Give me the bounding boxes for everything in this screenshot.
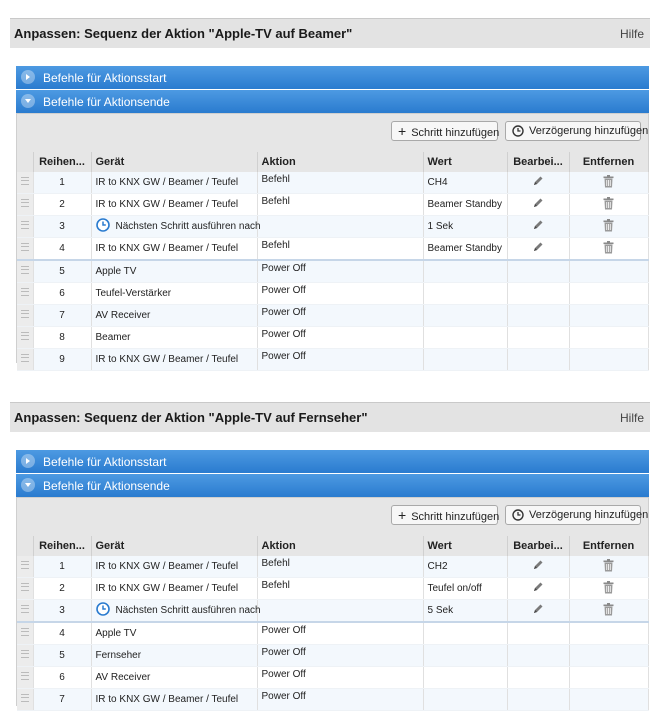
remove-cell bbox=[569, 260, 648, 283]
device-cell bbox=[91, 327, 257, 349]
drag-handle[interactable] bbox=[17, 305, 33, 327]
table-row[interactable] bbox=[17, 305, 648, 327]
section-action-start[interactable] bbox=[16, 450, 649, 473]
value-cell: Beamer Standby bbox=[423, 194, 507, 216]
edit-cell bbox=[507, 238, 569, 261]
edit-cell bbox=[507, 305, 569, 327]
device-cell bbox=[91, 556, 257, 578]
trash-icon[interactable] bbox=[603, 202, 614, 213]
pencil-icon[interactable] bbox=[532, 201, 544, 212]
edit-cell bbox=[507, 600, 569, 623]
device-label: IR to KNX GW / Beamer / Teufel bbox=[95, 561, 239, 572]
action-cell: Power Off bbox=[257, 667, 423, 689]
remove-cell bbox=[569, 283, 648, 305]
value-cell bbox=[423, 260, 507, 283]
device-label: IR to KNX GW / Beamer / Teufel bbox=[95, 243, 239, 254]
chevron-right-icon bbox=[21, 454, 35, 468]
action-cell: Befehl bbox=[257, 172, 423, 194]
drag-handle-icon bbox=[21, 561, 29, 569]
value-cell bbox=[423, 327, 507, 349]
pencil-icon[interactable] bbox=[532, 585, 544, 596]
drag-handle-icon bbox=[21, 332, 29, 340]
device-cell bbox=[91, 349, 257, 371]
value-cell: Beamer Standby bbox=[423, 238, 507, 261]
order-cell: 4 bbox=[33, 238, 91, 261]
device-label: IR to KNX GW / Beamer / Teufel bbox=[95, 583, 239, 594]
table-row[interactable] bbox=[17, 327, 648, 349]
drag-handle[interactable] bbox=[17, 622, 33, 645]
column-header[interactable]: Wert bbox=[423, 536, 507, 556]
drag-handle-icon bbox=[21, 583, 29, 591]
clock-icon bbox=[512, 125, 524, 143]
drag-handle[interactable] bbox=[17, 216, 33, 238]
device-cell bbox=[91, 645, 257, 667]
table-row[interactable] bbox=[17, 622, 648, 645]
order-cell: 5 bbox=[33, 260, 91, 283]
action-cell: Power Off bbox=[257, 283, 423, 305]
trash-icon[interactable] bbox=[603, 564, 614, 575]
drag-handle-icon bbox=[21, 221, 29, 229]
device-label: Apple TV bbox=[95, 628, 137, 639]
pencil-icon[interactable] bbox=[532, 179, 544, 190]
commands-area bbox=[16, 113, 649, 363]
table-row[interactable] bbox=[17, 260, 648, 283]
order-cell: 6 bbox=[33, 667, 91, 689]
value-cell: CH4 bbox=[423, 172, 507, 194]
trash-icon[interactable] bbox=[603, 246, 614, 257]
device-cell bbox=[91, 689, 257, 711]
edit-cell bbox=[507, 283, 569, 305]
value-cell bbox=[423, 622, 507, 645]
edit-cell bbox=[507, 622, 569, 645]
edit-cell bbox=[507, 172, 569, 194]
value-cell: CH2 bbox=[423, 556, 507, 578]
order-cell: 6 bbox=[33, 283, 91, 305]
table-row[interactable] bbox=[17, 578, 648, 600]
column-header[interactable]: Bearbei... bbox=[507, 152, 569, 172]
edit-cell bbox=[507, 578, 569, 600]
remove-cell bbox=[569, 667, 648, 689]
commands-area bbox=[16, 497, 649, 706]
column-header[interactable]: Entfernen bbox=[569, 536, 648, 556]
add-delay-button[interactable]: Verzögerung hinzufügen bbox=[505, 121, 641, 141]
drag-handle-icon bbox=[21, 672, 29, 680]
column-header[interactable]: Wert bbox=[423, 152, 507, 172]
table-row[interactable] bbox=[17, 216, 648, 238]
action-cell: Power Off bbox=[257, 327, 423, 349]
drag-handle[interactable] bbox=[17, 600, 33, 623]
remove-cell bbox=[569, 349, 648, 371]
sequence-table bbox=[17, 536, 649, 711]
device-label: Teufel-Verstärker bbox=[95, 288, 172, 299]
device-label: IR to KNX GW / Beamer / Teufel bbox=[95, 694, 239, 705]
drag-handle[interactable] bbox=[17, 349, 33, 371]
drag-handle[interactable] bbox=[17, 667, 33, 689]
action-cell: Befehl bbox=[257, 194, 423, 216]
edit-cell bbox=[507, 194, 569, 216]
edit-cell bbox=[507, 260, 569, 283]
action-cell: Befehl bbox=[257, 578, 423, 600]
trash-icon[interactable] bbox=[603, 224, 614, 235]
chevron-right-icon bbox=[21, 70, 35, 84]
section-label: Befehle für Aktionsende bbox=[43, 95, 170, 109]
edit-cell bbox=[507, 667, 569, 689]
edit-cell bbox=[507, 689, 569, 711]
drag-handle[interactable] bbox=[17, 238, 33, 261]
drag-handle-icon bbox=[21, 288, 29, 296]
device-label: Fernseher bbox=[95, 650, 142, 661]
order-cell: 1 bbox=[33, 556, 91, 578]
help-link[interactable]: Hilfe bbox=[619, 27, 644, 41]
table-row[interactable] bbox=[17, 194, 648, 216]
drag-handle[interactable] bbox=[17, 172, 33, 194]
table-row[interactable] bbox=[17, 556, 648, 578]
device-label: IR to KNX GW / Beamer / Teufel bbox=[95, 199, 239, 210]
drag-handle[interactable] bbox=[17, 556, 33, 578]
table-row[interactable] bbox=[17, 600, 648, 623]
device-cell bbox=[91, 578, 257, 600]
remove-cell bbox=[569, 216, 648, 238]
remove-cell bbox=[569, 172, 648, 194]
section-action-start[interactable] bbox=[16, 66, 649, 89]
value-cell bbox=[423, 689, 507, 711]
remove-cell bbox=[569, 327, 648, 349]
device-cell bbox=[91, 667, 257, 689]
table-row[interactable] bbox=[17, 238, 648, 261]
drag-handle-icon bbox=[21, 310, 29, 318]
section-label: Befehle für Aktionsstart bbox=[43, 455, 167, 469]
section-label: Befehle für Aktionsende bbox=[43, 479, 170, 493]
trash-icon[interactable] bbox=[603, 586, 614, 597]
drag-handle-icon bbox=[21, 628, 29, 636]
drag-handle[interactable] bbox=[17, 578, 33, 600]
order-cell: 3 bbox=[33, 600, 91, 623]
value-cell: 1 Sek bbox=[423, 216, 507, 238]
column-header[interactable]: Aktion bbox=[257, 536, 423, 556]
plus-icon: + bbox=[398, 123, 407, 139]
column-header[interactable]: Reihen... bbox=[33, 152, 91, 172]
table-header-row bbox=[17, 152, 648, 172]
plus-icon: + bbox=[398, 507, 407, 523]
order-cell: 4 bbox=[33, 622, 91, 645]
order-cell: 9 bbox=[33, 349, 91, 371]
drag-handle-icon bbox=[21, 605, 29, 613]
action-cell: Befehl bbox=[257, 238, 423, 261]
remove-cell bbox=[569, 578, 648, 600]
column-header[interactable]: Reihen... bbox=[33, 536, 91, 556]
chevron-down-icon bbox=[21, 94, 35, 108]
drag-handle[interactable] bbox=[17, 260, 33, 283]
drag-handle-icon bbox=[21, 266, 29, 274]
device-label: IR to KNX GW / Beamer / Teufel bbox=[95, 177, 239, 188]
order-cell: 3 bbox=[33, 216, 91, 238]
drag-handle[interactable] bbox=[17, 283, 33, 305]
edit-cell bbox=[507, 645, 569, 667]
value-cell bbox=[423, 645, 507, 667]
sequence-table bbox=[17, 152, 649, 371]
section-action-end[interactable] bbox=[16, 474, 649, 497]
drag-handle[interactable] bbox=[17, 327, 33, 349]
value-cell bbox=[423, 667, 507, 689]
remove-cell bbox=[569, 238, 648, 261]
drag-handle-icon bbox=[21, 650, 29, 658]
drag-handle-icon bbox=[21, 177, 29, 185]
drag-handle-icon bbox=[21, 354, 29, 362]
value-cell: Teufel on/off bbox=[423, 578, 507, 600]
remove-cell bbox=[569, 689, 648, 711]
add-step-button[interactable]: + Schritt hinzufügen bbox=[391, 121, 498, 141]
order-cell: 8 bbox=[33, 327, 91, 349]
clock-icon bbox=[96, 218, 110, 235]
device-cell bbox=[91, 305, 257, 327]
sequence-panel-beamer bbox=[10, 18, 650, 363]
action-cell: Power Off bbox=[257, 622, 423, 645]
panel-title: Anpassen: Sequenz der Aktion "Apple-TV auf Fernseher" bbox=[14, 410, 368, 425]
edit-cell bbox=[507, 349, 569, 371]
order-cell: 5 bbox=[33, 645, 91, 667]
edit-cell bbox=[507, 327, 569, 349]
clock-icon bbox=[512, 509, 524, 527]
device-cell bbox=[91, 172, 257, 194]
value-cell: 5 Sek bbox=[423, 600, 507, 623]
panel-title: Anpassen: Sequenz der Aktion "Apple-TV auf Beamer" bbox=[14, 26, 353, 41]
device-cell bbox=[91, 194, 257, 216]
pencil-icon[interactable] bbox=[532, 607, 544, 618]
remove-cell bbox=[569, 305, 648, 327]
table-row[interactable] bbox=[17, 283, 648, 305]
order-cell: 7 bbox=[33, 689, 91, 711]
action-cell bbox=[257, 216, 423, 238]
panel-title-bar bbox=[10, 18, 650, 48]
action-cell: Power Off bbox=[257, 305, 423, 327]
column-header[interactable]: Aktion bbox=[257, 152, 423, 172]
column-header[interactable]: Gerät bbox=[91, 536, 257, 556]
trash-icon[interactable] bbox=[603, 180, 614, 191]
drag-handle[interactable] bbox=[17, 194, 33, 216]
column-header[interactable]: Entfernen bbox=[569, 152, 648, 172]
order-cell: 2 bbox=[33, 194, 91, 216]
value-cell bbox=[423, 283, 507, 305]
action-cell bbox=[257, 600, 423, 623]
device-label: AV Receiver bbox=[95, 672, 151, 683]
value-cell bbox=[423, 305, 507, 327]
device-cell bbox=[91, 216, 261, 238]
order-cell: 7 bbox=[33, 305, 91, 327]
remove-cell bbox=[569, 600, 648, 623]
trash-icon[interactable] bbox=[603, 608, 614, 619]
device-label: Apple TV bbox=[95, 266, 137, 277]
help-link[interactable]: Hilfe bbox=[619, 411, 644, 425]
action-cell: Power Off bbox=[257, 645, 423, 667]
remove-cell bbox=[569, 622, 648, 645]
section-action-end[interactable] bbox=[16, 90, 649, 113]
order-cell: 2 bbox=[33, 578, 91, 600]
device-cell bbox=[91, 260, 257, 283]
device-cell bbox=[91, 283, 257, 305]
table-row[interactable] bbox=[17, 349, 648, 371]
action-cell: Befehl bbox=[257, 556, 423, 578]
drag-handle-icon bbox=[21, 243, 29, 251]
table-row[interactable] bbox=[17, 689, 648, 711]
add-delay-button[interactable]: Verzögerung hinzufügen bbox=[505, 505, 641, 525]
drag-handle[interactable] bbox=[17, 689, 33, 711]
edit-cell bbox=[507, 556, 569, 578]
pencil-icon[interactable] bbox=[532, 245, 544, 256]
table-header-row bbox=[17, 536, 648, 556]
panel-title-bar bbox=[10, 402, 650, 432]
add-step-button[interactable]: + Schritt hinzufügen bbox=[391, 505, 498, 525]
drag-column-header bbox=[17, 152, 33, 172]
drag-handle-icon bbox=[21, 694, 29, 702]
table-row[interactable] bbox=[17, 172, 648, 194]
table-row[interactable] bbox=[17, 667, 648, 689]
action-cell: Power Off bbox=[257, 689, 423, 711]
device-label: IR to KNX GW / Beamer / Teufel bbox=[95, 354, 239, 365]
sequence-panel-fernseher bbox=[10, 402, 650, 706]
column-header[interactable]: Bearbei... bbox=[507, 536, 569, 556]
drag-handle[interactable] bbox=[17, 645, 33, 667]
action-cell: Power Off bbox=[257, 260, 423, 283]
table-row[interactable] bbox=[17, 645, 648, 667]
column-header[interactable]: Gerät bbox=[91, 152, 257, 172]
value-cell bbox=[423, 349, 507, 371]
device-cell bbox=[91, 238, 257, 261]
device-label: AV Receiver bbox=[95, 310, 151, 321]
drag-column-header bbox=[17, 536, 33, 556]
order-cell: 1 bbox=[33, 172, 91, 194]
chevron-down-icon bbox=[21, 478, 35, 492]
section-label: Befehle für Aktionsstart bbox=[43, 71, 167, 85]
pencil-icon[interactable] bbox=[532, 563, 544, 574]
remove-cell bbox=[569, 194, 648, 216]
remove-cell bbox=[569, 645, 648, 667]
clock-icon bbox=[96, 602, 110, 619]
drag-handle-icon bbox=[21, 199, 29, 207]
device-label: Nächsten Schritt ausführen nach bbox=[115, 221, 261, 233]
edit-cell bbox=[507, 216, 569, 238]
remove-cell bbox=[569, 556, 648, 578]
device-cell bbox=[91, 622, 257, 645]
device-cell bbox=[91, 600, 261, 623]
device-label: Nächsten Schritt ausführen nach bbox=[115, 605, 261, 617]
action-cell: Power Off bbox=[257, 349, 423, 371]
pencil-icon[interactable] bbox=[532, 223, 544, 234]
device-label: Beamer bbox=[95, 332, 131, 343]
